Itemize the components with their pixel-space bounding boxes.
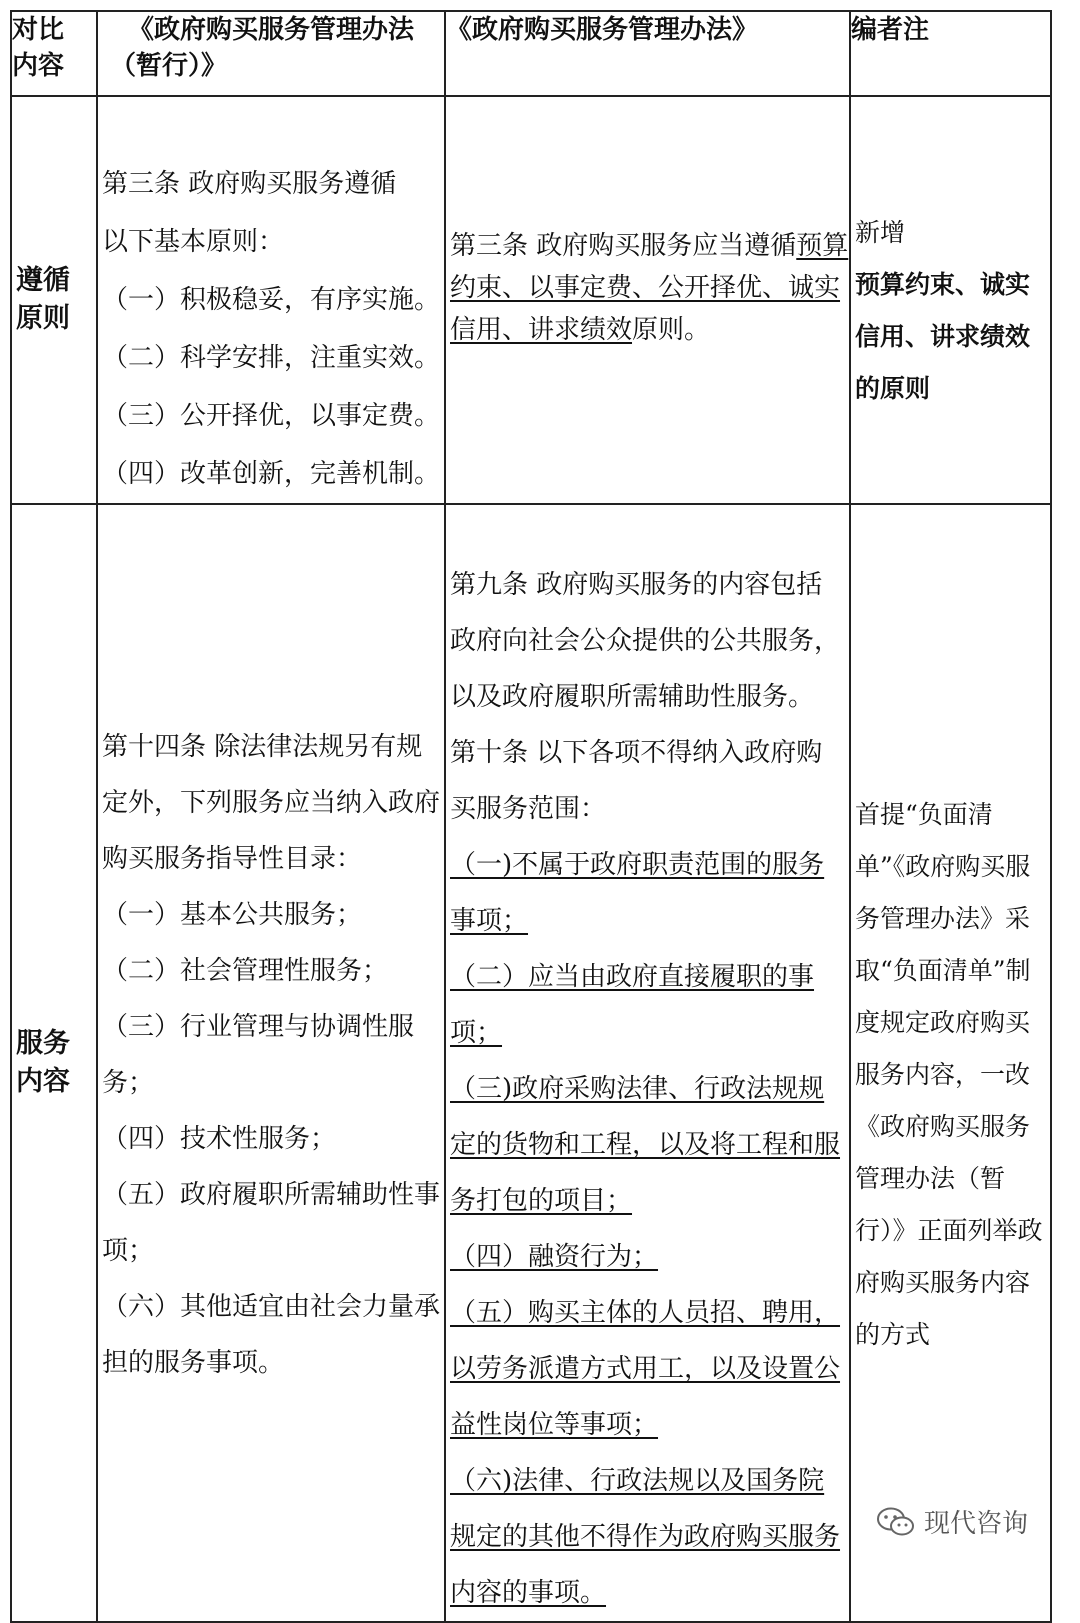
- new-negative-item: （三)政府采购法律、行政法规规定的货物和工程，以及将工程和服务打包的项目；: [450, 1074, 841, 1216]
- old-list-item: （四）改革创新，完善机制。: [102, 459, 441, 489]
- principles-new-cell: [445, 96, 850, 504]
- old-list-item: （六）其他适宜由社会力量承担的服务事项。: [102, 1292, 441, 1378]
- new-article-9: 第九条 政府购买服务的内容包括政府向社会公众提供的公共服务，以及政府履职所需辅助性服务。: [450, 570, 841, 712]
- old-list-item: （二）社会管理性服务；: [102, 956, 389, 986]
- old-text-line: 以下基本原则：: [102, 227, 285, 257]
- header-new-regulation: 《政府购买服务管理办法》: [445, 11, 850, 96]
- new-article-prefix: 第三条 政府购买服务应当遵循: [450, 231, 797, 261]
- new-article-suffix: 原则。: [632, 315, 711, 345]
- old-list-item: （五）政府履职所需辅助性事项；: [102, 1180, 441, 1266]
- old-article-14: 第十四条 除法律法规另有规定外，下列服务应当纳入政府购买服务指导性目录：: [102, 732, 441, 874]
- service-old-cell: [97, 504, 445, 1622]
- old-list-item: （三）行业管理与协调性服务；: [102, 1012, 415, 1098]
- note-added: 新增: [855, 218, 906, 247]
- new-negative-item: （六)法律、行政法规以及国务院规定的其他不得作为政府购买服务内容的事项。: [450, 1466, 841, 1608]
- old-list-item: （二）科学安排，注重实效。: [102, 343, 441, 373]
- row-label-service-content: 服务 内容: [11, 504, 97, 1622]
- new-negative-item: （四）融资行为；: [450, 1242, 659, 1272]
- note-added-principles: 预算约束、诚实信用、讲求绩效的原则: [855, 270, 1031, 403]
- comparison-table: [10, 10, 1052, 1623]
- new-negative-item: （一)不属于政府职责范围的服务事项；: [450, 850, 825, 936]
- new-article-underlined: 预算约束、以事定费、公开择优、诚实信用、讲求绩效: [450, 231, 849, 345]
- old-list-item: （一）积极稳妥，有序实施。: [102, 285, 441, 315]
- service-note-cell: [850, 504, 1051, 1622]
- note-negative-list: 首提“负面清单”《政府购买服务管理办法》采取“负面清单”制度规定政府购买服务内容，一改《政府购买服务管理办法（暂行）》正面列举政府购买服务内容的方式: [855, 800, 1043, 1349]
- principles-note-cell: [850, 96, 1051, 504]
- row-principles: [11, 96, 1051, 504]
- old-list-item: （三）公开择优，以事定费。: [102, 401, 441, 431]
- row-label-principles: 遵循 原则: [11, 96, 97, 504]
- header-old-regulation: [97, 11, 445, 96]
- header-compare-content: 对比 内容: [11, 11, 97, 96]
- header-row: [11, 11, 1051, 96]
- service-new-cell: [445, 504, 850, 1622]
- new-negative-item: （二）应当由政府直接履职的事项；: [450, 962, 815, 1048]
- new-article-text: [446, 225, 849, 351]
- header-editor-note: 编者注: [850, 11, 1051, 96]
- header-old-title-line2: （暂行）》: [110, 51, 228, 81]
- wechat-icon: [876, 1505, 916, 1539]
- old-text-line: 第三条 政府购买服务遵循: [102, 169, 397, 199]
- watermark: [876, 1503, 1028, 1540]
- old-list-item: （一）基本公共服务；: [102, 900, 363, 930]
- header-old-title-line1: 《政府购买服务管理办法: [127, 15, 414, 45]
- row-service-content: [11, 504, 1051, 1622]
- principles-old-cell: [97, 96, 445, 504]
- watermark-text: 现代咨询: [924, 1509, 1029, 1539]
- new-article-10: 第十条 以下各项不得纳入政府购买服务范围：: [450, 738, 823, 824]
- new-negative-item: （五）购买主体的人员招、聘用，以劳务派遣方式用工，以及设置公益性岗位等事项；: [450, 1298, 841, 1440]
- old-list-item: （四）技术性服务；: [102, 1124, 337, 1154]
